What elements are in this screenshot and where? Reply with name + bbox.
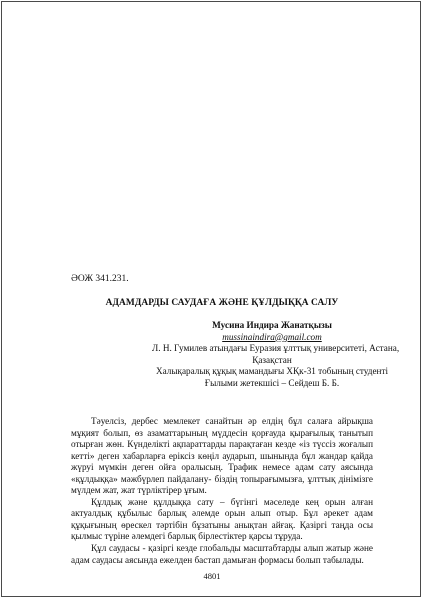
udc-code: ӘОЖ 341.231. — [71, 274, 129, 284]
body-paragraph: Құлдық және құлдыққа сату – бүгінгі мәселеде кең орын алған актуалдық құбылыс барлық әлемде орын алып отыр. Бұл әрекет адам құқығының өрескел тәртібін бұзатыны анықтан айғақ. Қазіргі таңда осы қылмыс түріне әлемдегі барлық бірлестіктер қарсы тұруда. — [71, 496, 373, 542]
author-email[interactable]: mussinaindira@gmail.com — [222, 331, 322, 342]
article-body — [71, 416, 373, 566]
affiliation-line: Ғылыми жетекшісі – Сейдеш Б. Б. — [204, 377, 340, 388]
affiliation-line: Қазақстан — [252, 354, 292, 365]
article-title: АДАМДАРДЫ САУДАҒА ЖӘНЕ ҚҰЛДЫҚҚА САЛУ — [105, 298, 339, 308]
affiliation-line: Халықаралық құқық мамандығы ХҚк-31 тобының студенті — [155, 366, 389, 377]
author-name: Мусина Индира Жанатқызы — [212, 320, 332, 330]
body-paragraph: Құл саудасы - қазіргі кезде глобальды масштабтарды алып жатыр және адам саудасы аясында ежелден бастап дамыған формасы болып табылады. — [71, 543, 373, 565]
affiliation-line: Л. Н. Гумилев атындағы Еуразия ұлттық университеті, Астана, — [152, 343, 400, 354]
author-block — [152, 320, 400, 390]
body-paragraph: Тәуелсіз, дербес мемлекет санайтын әр елдің бұл салаға айрықша мұқият болып, өз азаматтарының мүддесін қорғауда қырағылық танытып отырған жөн. Күнделікті ақпараттарды парақтаған кезде «із түссіз жоғалып кетті» деген хабарларға еріксіз көңіл аударып, шынында бұл жандар қайда жүруі мүмкін деген ойға оралысың. Трафик немесе адам сату аясында «құлдыққа» мәжбүрлеп пайдалану- біздің топырағымызға, ұлттық дінімізге мүлдем жат, жат түрліктірер ұғым. — [71, 416, 373, 496]
page-number: 4801 — [203, 571, 221, 581]
document-page — [1, 1, 421, 597]
